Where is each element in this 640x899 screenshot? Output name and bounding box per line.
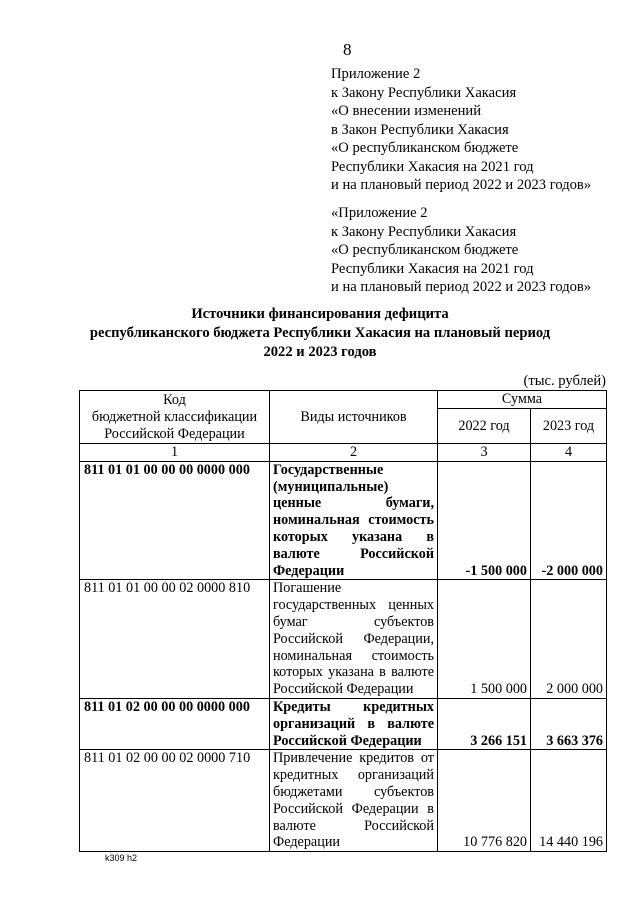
code-cell: 811 01 01 00 00 00 0000 000 — [80, 461, 270, 580]
description-cell: Привлечение кредитов от кредитных организаций бюджетами субъектов Российской Федерации в валюте Российской Федерации — [270, 750, 438, 852]
appendix-line: к Закону Республики Хакасия — [331, 84, 517, 101]
code-header-line: бюджетной классификации — [91, 408, 258, 425]
amount-2023-cell: -2 000 000 — [531, 461, 607, 580]
financing-sources-table — [79, 390, 607, 852]
year-2023-header: 2023 год — [531, 409, 607, 444]
amount-2023-cell: 2 000 000 — [531, 580, 607, 699]
column-number: 3 — [438, 444, 531, 462]
amount-2023-cell: 14 440 196 — [531, 750, 607, 852]
amount-2022-cell: 1 500 000 — [438, 580, 531, 699]
table-row — [80, 580, 607, 699]
table-row — [80, 750, 607, 852]
appendix-header-current — [331, 65, 591, 195]
title-line: Источники финансирования дефицита — [191, 306, 449, 322]
kind-header: Виды источников — [270, 391, 438, 444]
description-cell: Государственные (муниципальные) ценные бумаги, номинальная стоимость которых указана в валюте Российской Федерации — [270, 461, 438, 580]
amount-2022-cell: 3 266 151 — [438, 698, 531, 749]
appendix-line: Республики Хакасия на 2021 год — [331, 158, 534, 175]
footer-code: k309 h2 — [105, 853, 138, 863]
appendix-header-original — [331, 204, 591, 297]
column-number: 2 — [270, 444, 438, 462]
amount-2022-cell: 10 776 820 — [438, 750, 531, 852]
appendix-line: «О республиканском бюджете — [331, 140, 519, 156]
description-cell: Кредиты кредитных организаций в валюте Российской Федерации — [270, 698, 438, 749]
appendix-line: «О внесении изменений — [331, 103, 482, 119]
code-header-line: Российской Федерации — [104, 425, 245, 442]
sum-header: Сумма — [438, 391, 607, 409]
appendix-line: в Закон Республики Хакасия — [331, 121, 509, 138]
units-label: (тыс. рублей) — [523, 373, 606, 389]
amount-2023-cell: 3 663 376 — [531, 698, 607, 749]
year-2022-header: 2022 год — [438, 409, 531, 444]
appendix-line: Приложение 2 — [331, 66, 421, 82]
table-row — [80, 461, 607, 580]
code-cell: 811 01 02 00 00 00 0000 000 — [80, 698, 270, 749]
column-number: 1 — [80, 444, 270, 462]
document-title — [80, 305, 560, 362]
title-line: 2022 и 2023 годов — [263, 344, 377, 360]
description-cell: Погашение государственных ценных бумаг субъектов Российской Федерации, номинальная стоимость которых указана в валюте Российской Федерации — [270, 580, 438, 699]
code-cell: 811 01 02 00 00 02 0000 710 — [80, 750, 270, 852]
column-number-row — [80, 444, 607, 462]
code-cell: 811 01 01 00 00 02 0000 810 — [80, 580, 270, 699]
appendix-line: «О республиканском бюджете — [331, 242, 519, 258]
code-header — [80, 391, 270, 444]
appendix-line: «Приложение 2 — [331, 205, 428, 221]
appendix-line: к Закону Республики Хакасия — [331, 223, 517, 240]
appendix-line: Республики Хакасия на 2021 год — [331, 260, 534, 277]
column-number: 4 — [531, 444, 607, 462]
header-row — [80, 391, 607, 409]
appendix-line: и на плановый период 2022 и 2023 годов» — [331, 279, 592, 295]
page-number: 8 — [343, 40, 352, 59]
title-line: республиканского бюджета Республики Хакасия на плановый период — [89, 325, 551, 341]
appendix-line: и на плановый период 2022 и 2023 годов» — [331, 177, 592, 193]
table-row — [80, 698, 607, 749]
code-header-line: Код — [163, 391, 186, 408]
amount-2022-cell: -1 500 000 — [438, 461, 531, 580]
